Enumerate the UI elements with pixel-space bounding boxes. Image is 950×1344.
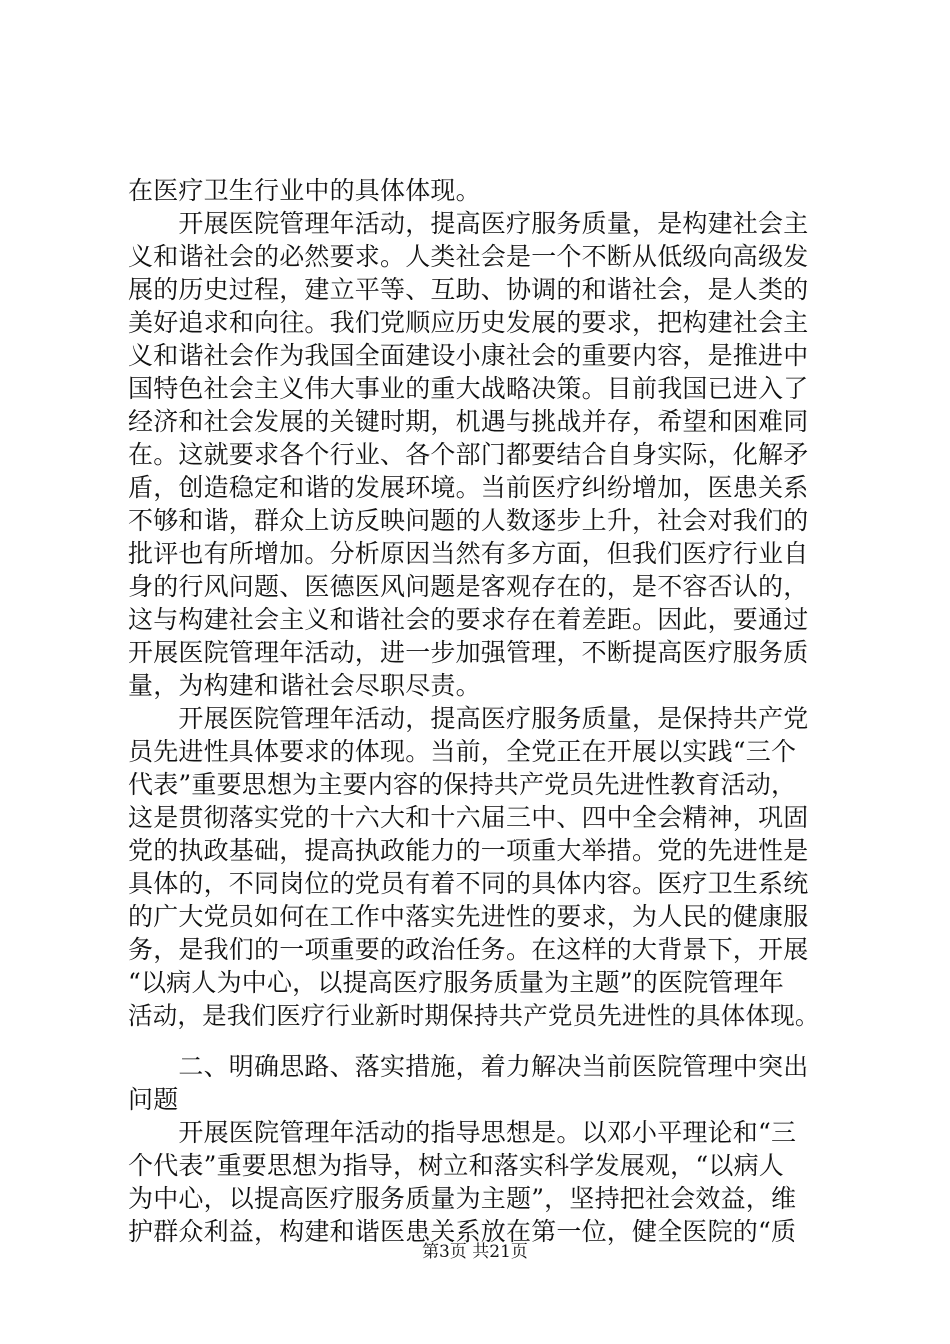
text-line: 的广大党员如何在工作中落实先进性的要求，为人民的健康服 bbox=[128, 902, 809, 931]
text-line: 党的执政基础，提高执政能力的一项重大举措。党的先进性是 bbox=[128, 836, 809, 865]
text-line: 具体的，不同岗位的党员有着不同的具体内容。医疗卫生系统 bbox=[128, 869, 809, 898]
text-line: 护群众利益，构建和谐医患关系放在第一位，健全医院的“质 bbox=[128, 1217, 797, 1246]
text-line: 开展医院管理年活动，提高医疗服务质量，是构建社会主 bbox=[128, 209, 809, 238]
text-line: 义和谐社会作为我国全面建设小康社会的重要内容，是推进中 bbox=[128, 341, 809, 370]
text-line: 展的历史过程，建立平等、互助、协调的和谐社会，是人类的 bbox=[128, 275, 809, 304]
text-line: 身的行风问题、医德医风问题是客观存在的，是不容否认的， bbox=[128, 572, 809, 601]
text-line: 盾，创造稳定和谐的发展环境。当前医疗纠纷增加，医患关系 bbox=[128, 473, 809, 502]
text-line: 活动，是我们医疗行业新时期保持共产党员先进性的具体体现。 bbox=[128, 1001, 820, 1030]
text-line: 量，为构建和谐社会尽职尽责。 bbox=[128, 671, 481, 700]
text-line: 开展医院管理年活动，提高医疗服务质量，是保持共产党 bbox=[128, 704, 809, 733]
text-line: 员先进性具体要求的体现。当前，全党正在开展以实践“三个 bbox=[128, 737, 797, 766]
text-line: 国特色社会主义伟大事业的重大战略决策。目前我国已进入了 bbox=[128, 374, 809, 403]
text-line: 为中心，以提高医疗服务质量为主题”，坚持把社会效益，维 bbox=[128, 1184, 797, 1213]
text-line: 代表”重要思想为主要内容的保持共产党员先进性教育活动， bbox=[128, 770, 797, 799]
text-line: 开展医院管理年活动的指导思想是。以邓小平理论和“三 bbox=[128, 1118, 797, 1147]
text-line: 个代表”重要思想为指导，树立和落实科学发展观，“以病人 bbox=[128, 1151, 784, 1180]
text-line: 义和谐社会的必然要求。人类社会是一个不断从低级向高级发 bbox=[128, 242, 809, 271]
text-line: 务，是我们的一项重要的政治任务。在这样的大背景下，开展 bbox=[128, 935, 809, 964]
text-line: 批评也有所增加。分析原因当然有多方面，但我们医疗行业自 bbox=[128, 539, 809, 568]
text-line: 经济和社会发展的关键时期，机遇与挑战并存，希望和困难同 bbox=[128, 407, 809, 436]
text-line: 开展医院管理年活动，进一步加强管理，不断提高医疗服务质 bbox=[128, 638, 809, 667]
page-number-footer: 第3页 共21页 bbox=[422, 1242, 528, 1262]
text-line: 不够和谐，群众上访反映问题的人数逐步上升，社会对我们的 bbox=[128, 506, 809, 535]
section-heading-line: 二、明确思路、落实措施，着力解决当前医院管理中突出 bbox=[128, 1052, 809, 1081]
text-line: 美好追求和向往。我们党顺应历史发展的要求，把构建社会主 bbox=[128, 308, 809, 337]
text-line: 这是贯彻落实党的十六大和十六届三中、四中全会精神，巩固 bbox=[128, 803, 809, 832]
text-line: “以病人为中心，以提高医疗服务质量为主题”的医院管理年 bbox=[128, 968, 784, 997]
text-line: 这与构建社会主义和谐社会的要求存在着差距。因此，要通过 bbox=[128, 605, 809, 634]
text-line: 在。这就要求各个行业、各个部门都要结合自身实际，化解矛 bbox=[128, 440, 809, 469]
text-line: 在医疗卫生行业中的具体体现。 bbox=[128, 176, 481, 205]
section-heading-line: 问题 bbox=[128, 1085, 179, 1114]
